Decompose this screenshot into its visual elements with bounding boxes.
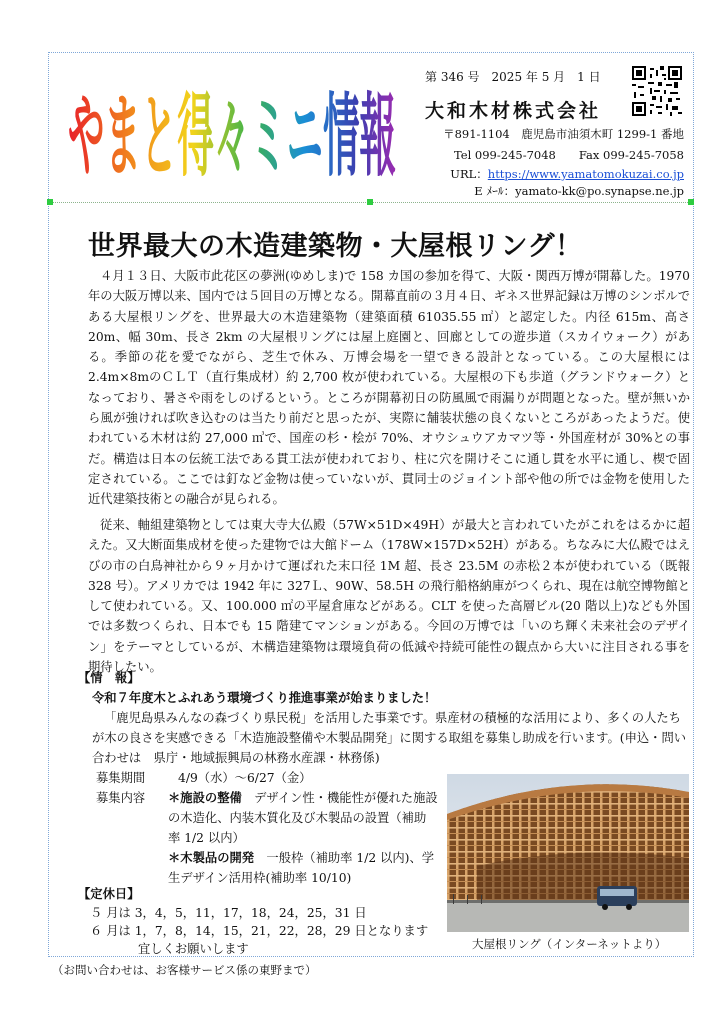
company-address: 〒891-1104 鹿児島市油須木町 1299-1 番地 <box>443 127 684 141</box>
content-label: 募集内容 <box>96 791 146 805</box>
selection-handle[interactable] <box>367 199 373 205</box>
issue-info: 第 346 号 2025 年 5 月 1 日 <box>425 70 601 84</box>
footer-contact: （お問い合わせは、お客様サービス係の東野まで） <box>52 963 317 977</box>
url-label: URL： <box>450 167 488 181</box>
photo-caption: 大屋根リング（インターネットより） <box>472 937 667 951</box>
article-paragraph-2: 従来、軸組建築物としては東大寺大仏殿（57W×51D×49H）が最大と言われていたがこれをはるかに超えた。又大断面集成材を使った建物では大館ドーム（178W×157D×52H）がある。ちなみに大仏殿ではえびの市の白鳥神社から９ヶ月かけて運ばれた末口径 1M 超、長さ 23.5M の赤松２本が使われている（既報 328 号）。アメリカでは 1942 年に 327Ｌ、90W、58.5H の飛行船格納庫がつくられ、現在は航空博物館として使われている。又、100.000 ㎡の平屋倉庫などがある。CLT を使った高層ビル(20 階以上)なども外国では多数つくられ、日本でも 15 階建てマンションがある。今回の万博では「いのち輝く未来社会のデザイン」をテーマとしているが、木構造建築物は環境負荷の低減や持続可能性の観点から大いに注目される事を期待したい。 <box>88 518 690 675</box>
company-url-line <box>450 166 684 182</box>
newsletter-logo <box>68 58 398 188</box>
info-body: 「鹿児島県みんなの森づくり県民税」を活用した事業です。県産材の積極的な活用により、多くの人たちが木の良さを実感できる「木造施設整備や木製品開発」に関する取組を募集し助成を行います。(申込・問い合わせは 県庁・地域振興局の林務水産課・林務係) <box>92 711 687 765</box>
item-product <box>168 848 438 888</box>
holidays-june: ６ 月は 1，7，8，14，15，21，22，28，29 日となります <box>90 924 429 938</box>
logo-text: やまと得々ミニ情報 <box>68 84 396 188</box>
info-title: 令和７年度木とふれあう環境づくり推進事業が始まりました！ <box>92 690 437 705</box>
period-label: 募集期間 <box>96 771 146 785</box>
company-email-line <box>474 183 684 199</box>
info-section-label: 【情 報】 <box>78 670 140 685</box>
email-label: E ﾒｰﾙ： <box>474 184 516 198</box>
item-facility-text: デザイン性・機能性が優れた施設の木造化、内装木質化及び木製品の設置（補助率 1/2 以内） <box>168 791 438 845</box>
article-headline: 世界最大の木造建築物・大屋根リング！ <box>88 231 583 262</box>
company-website-link[interactable]: https://www.yamatomokuzai.co.jp <box>487 167 684 181</box>
selection-handle[interactable] <box>47 199 53 205</box>
company-email[interactable]: yamato-kk@po.synapse.ne.jp <box>515 184 684 198</box>
grand-ring-photo <box>447 774 689 932</box>
item-facility <box>168 788 438 848</box>
item-product-text: 一般枠（補助率 1/2 以内)、学生デザイン活用枠(補助率 10/10) <box>168 851 435 885</box>
holidays-may: ５ 月は 3，4，5，11，17，18，24，25，31 日 <box>90 906 367 920</box>
period-value: 4/9（水）～6/27（金） <box>178 771 312 785</box>
company-name: 大和木材株式会社 <box>425 100 602 122</box>
qr-code-icon[interactable] <box>632 66 682 116</box>
holidays-closing: 宜しくお願いします <box>138 942 249 956</box>
article-paragraph-1: ４月１３日、大阪市此花区の夢洲(ゆめしま)で 158 カ国の参加を得て、大阪・関西万博が開幕した。1970 年の大阪万博以来、国内では５回目の万博となる。開幕直前の３月４日、ギネス世界記録は万博のシンボルである大屋根リングを、世界最大の木造建築物（建築面積 61035.55 ㎡）と認定した。内径 615m、高さ 20m、幅 30m、長さ 2km の大屋根リングには屋上庭園と、回廊としての遊歩道（スカイウォーク）がある。季節の花を愛でながら、芝生で休み、万博会場を一望できる設計となっている。この大屋根には 2.4m×8mのＣＬＴ（直行集成材）約 2,700 枚が使われている。大屋根の下も歩道（グランドウォーク）となっており、暑さや雨をしのげるという。ところが開幕初日の防風風で雨漏りが問題となった。壁が無いから風が強ければ吹き込むのは当たり前だと思ったが、実際に舗装状態の良くないところがあったようだ。使われている木材は約 27,000 ㎥で、国産の杉・桧が 70%、オウシュウアカマツ等・外国産材が 30%との事だ。構造は日本の伝統工法である貫工法が使われており、柱に穴を開けそこに通し貫を水平に通し、楔で固定されている。ここでは釘など金物は使っていないが、貫同士のジョイント部や他の所では金物を使用した近代建築技術との融合が見られる。 <box>88 269 690 507</box>
item-product-title: ＊木製品の開発 <box>168 850 255 865</box>
item-facility-title: ＊施設の整備 <box>168 790 242 805</box>
selection-handle[interactable] <box>688 199 694 205</box>
holidays-label: 【定休日】 <box>78 886 140 901</box>
company-phone-fax: Tel 099-245-7048 Fax 099-245-7058 <box>454 148 684 162</box>
